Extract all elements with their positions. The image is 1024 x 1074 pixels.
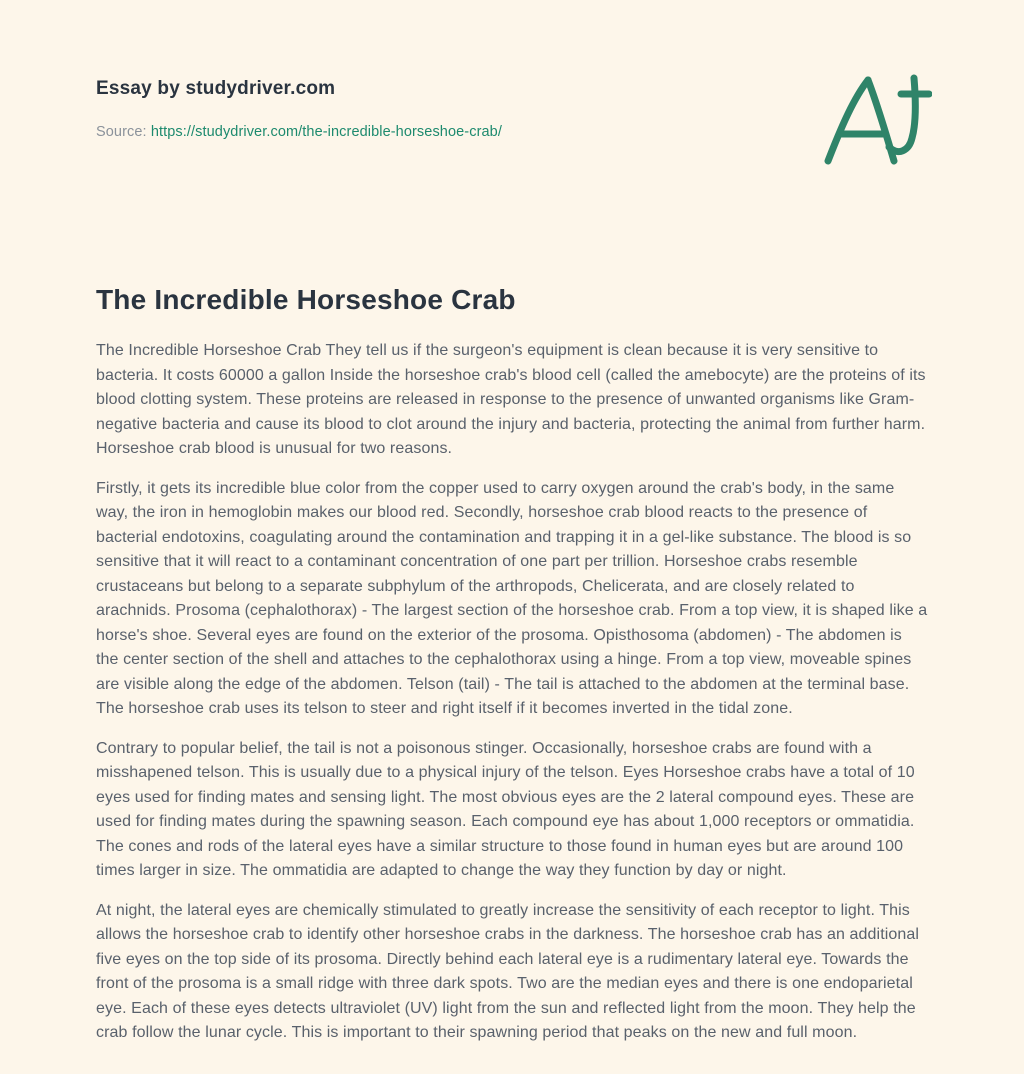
header-text-block (96, 78, 502, 140)
article-paragraph-4: At night, the lateral eyes are chemically stimulated to greatly increase the sensitivity of each receptor to light. This allows the horseshoe crab to identify other horseshoe crabs in the darkness. The horseshoe crab has an additional five eyes on the top side of its prosoma. Directly behind each lateral eye is a rudimentary lateral eye. Towards the front of the prosoma is a small ridge with three dark spots. Two are the median eyes and there is one endoparietal eye. Each of these eyes detects ultraviolet (UV) light from the sun and reflected light from the moon. They help the crab follow the lunar cycle. This is important to their spawning period that peaks on the new and full moon. (96, 901, 920, 1042)
article-paragraph-1: The Incredible Horseshoe Crab They tell us if the surgeon's equipment is clean because it is very sensitive to bacteria. It costs 60000 a gallon Inside the horseshoe crab's blood cell (called the amebocyte) are the proteins of its blood clotting system. These proteins are released in response to the presence of unwanted organisms like Gram-negative bacteria and cause its blood to clot around the injury and bacteria, protecting the animal from further harm. Horseshoe crab blood is unusual for two reasons. (96, 342, 926, 458)
source-line (96, 124, 502, 140)
page-title: The Incredible Horseshoe Crab (96, 284, 516, 315)
article-body (96, 339, 928, 1046)
source-link[interactable]: https://studydriver.com/the-incredible-horseshoe-crab/ (150, 124, 502, 140)
document-header (96, 78, 928, 171)
source-label: Source: (96, 124, 147, 140)
studydriver-logo-icon (820, 72, 932, 171)
byline: Essay by studydriver.com (96, 78, 336, 99)
article-paragraph-3: Contrary to popular belief, the tail is not a poisonous stinger. Occasionally, horseshoe crabs are found with a misshapened telson. This is usually due to a physical injury of the telson. Eyes Horseshoe crabs have a total of 10 eyes used for finding mates and sensing light. The most obvious eyes are the 2 lateral compound eyes. These are used for finding mates during the spawning season. Each compound eye has about 1,000 receptors or ommatidia. The cones and rods of the lateral eyes have a similar structure to those found in human eyes but are around 100 times larger in size. The ommatidia are adapted to change the way they function by day or night. (96, 739, 915, 880)
article-paragraph-2: Firstly, it gets its incredible blue color from the copper used to carry oxygen around the crab's body, in the same way, the iron in hemoglobin makes our blood red. Secondly, horseshoe crab blood reacts to the presence of bacterial endotoxins, coagulating around the contamination and trapping it in a gel-like substance. The blood is so sensitive that it will react to a contaminant concentration of one part per trillion. Horseshoe crabs resemble crustaceans but belong to a separate subphylum of the arthropods, Chelicerata, and are closely related to arachnids. Prosoma (cephalothorax) - The largest section of the horseshoe crab. From a top view, it is shaped like a horse's shoe. Several eyes are found on the exterior of the prosoma. Opisthosoma (abdomen) - The abdomen is the center section of the shell and attaches to the cephalothorax using a hinge. From a top view, moveable spines are visible along the edge of the abdomen. Telson (tail) - The tail is attached to the abdomen at the terminal base. The horseshoe crab uses its telson to steer and right itself if it becomes inverted in the tidal zone. (96, 479, 928, 718)
